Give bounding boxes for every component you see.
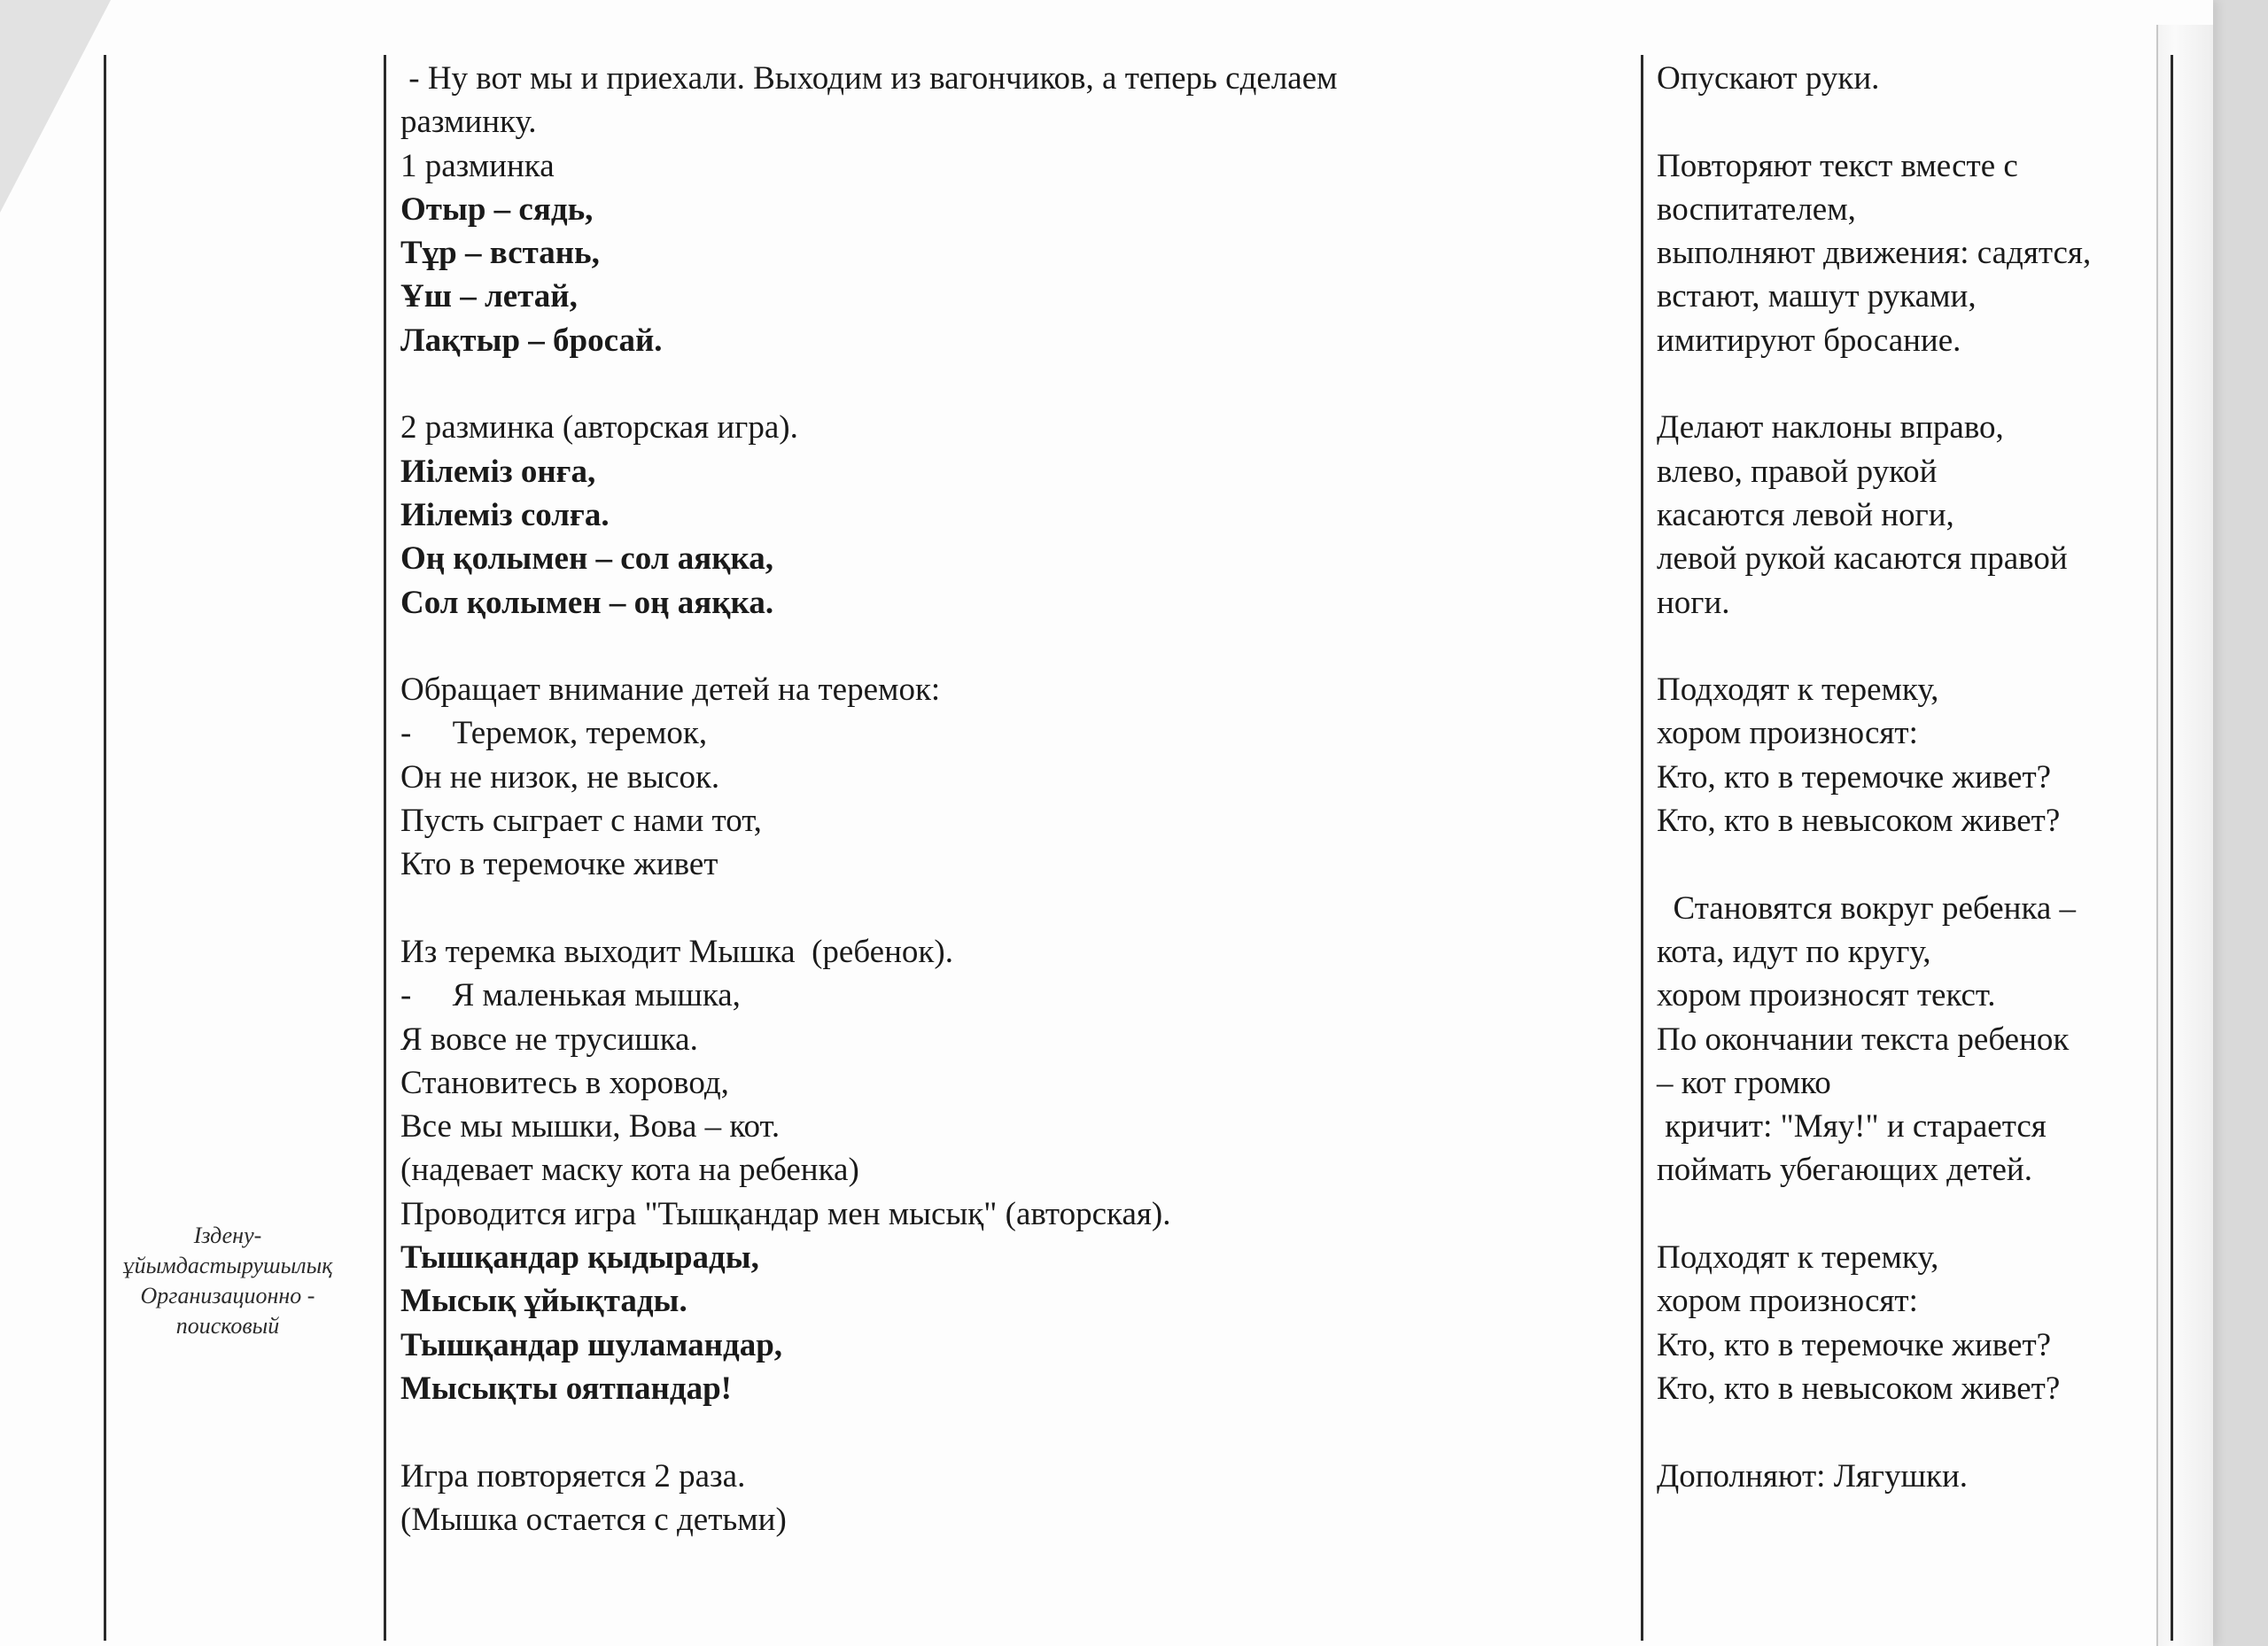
text-line: хором произносят: <box>1657 715 1918 752</box>
text-line: влево, правой рукой <box>1657 453 1938 490</box>
table-border-stage <box>384 55 386 1641</box>
text-line: Подходят к теремку, <box>1657 1239 1939 1277</box>
text-line: - Теремок, теремок, <box>400 715 708 752</box>
text-line: поймать убегающих детей. <box>1657 1152 2032 1189</box>
text-line: (надевает маску кота на ребенка) <box>400 1152 859 1189</box>
text-line: воспитателем, <box>1657 190 1856 228</box>
text-line: Кто в теремочке живет <box>400 846 718 883</box>
stage-label-line: Организационно - <box>140 1283 315 1308</box>
teacher-actions-column <box>400 57 1632 1541</box>
blank-line <box>400 625 1632 668</box>
blank-line <box>1657 100 2188 144</box>
folded-corner <box>0 0 111 213</box>
blank-line <box>1657 842 2188 886</box>
stage-label <box>99 1221 356 1341</box>
text-line: Я вовсе не трусишка. <box>400 1021 698 1058</box>
text-line: Становитесь в хоровод, <box>400 1064 729 1101</box>
text-line: – кот громко <box>1657 1064 1831 1101</box>
text-line: - Я маленькая мышка, <box>400 977 741 1014</box>
text-line: Опускают руки. <box>1657 60 1880 97</box>
blank-line <box>400 362 1632 406</box>
text-line: встают, машут руками, <box>1657 278 1977 315</box>
blank-line <box>1657 625 2188 668</box>
blank-line <box>1657 1192 2188 1236</box>
text-line: кричит: "Мяу!" и старается <box>1657 1108 2047 1145</box>
text-line: имитируют бросание. <box>1657 322 1961 359</box>
text-line: хором произносят текст. <box>1657 977 1996 1014</box>
text-line: Становятся вокруг ребенка – <box>1657 889 2077 927</box>
text-line: ноги. <box>1657 584 1730 621</box>
verse-line: Иілеміз онға, <box>400 453 596 490</box>
text-line: Повторяют текст вместе с <box>1657 147 2018 184</box>
text-line: 1 разминка <box>400 147 555 184</box>
text-line: Дополняют: Лягушки. <box>1657 1457 1968 1495</box>
text-line: Делают наклоны вправо, <box>1657 409 2004 446</box>
text-line: разминку. <box>400 104 537 141</box>
text-line: Кто, кто в теремочке живет? <box>1657 758 2052 796</box>
table-border-left <box>104 55 106 1641</box>
text-line: 2 разминка (авторская игра). <box>400 409 798 446</box>
text-line: Кто, кто в невысоком живет? <box>1657 1370 2061 1407</box>
text-line: касаются левой ноги, <box>1657 496 1954 533</box>
stage-label-line: поисковый <box>175 1313 280 1339</box>
text-line: Пусть сыграет с нами тот, <box>400 803 762 840</box>
verse-line: Тышқандар шуламандар, <box>400 1326 783 1363</box>
verse-line: Оң қолымен – сол аяқка, <box>400 540 774 578</box>
blank-line <box>1657 1410 2188 1454</box>
verse-line: Лақтыр – бросай. <box>400 322 663 359</box>
verse-line: Сол қолымен – оң аяқка. <box>400 584 774 621</box>
blank-line <box>400 887 1632 930</box>
verse-line: Иілеміз солға. <box>400 496 610 533</box>
text-line: выполняют движения: садятся, <box>1657 235 2092 272</box>
verse-line: Мысықты оятпандар! <box>400 1370 732 1407</box>
text-line: Игра повторяется 2 раза. <box>400 1457 746 1495</box>
children-actions-column <box>1657 57 2188 1498</box>
text-line: Он не низок, не высок. <box>400 758 720 796</box>
text-line: левой рукой касаются правой <box>1657 540 2068 578</box>
blank-line <box>1657 362 2188 406</box>
text-line: По окончании текста ребенок <box>1657 1021 2070 1058</box>
verse-line: Тышқандар қыдырады, <box>400 1239 759 1277</box>
stage-label-line: Іздену- <box>193 1223 262 1248</box>
blank-line <box>400 1410 1632 1454</box>
text-line: Проводится игра "Тышқандар мен мысық" (авторская). <box>400 1195 1171 1232</box>
text-line: Из теремка выходит Мышка (ребенок). <box>400 933 953 970</box>
text-line: (Мышка остается с детьми) <box>400 1501 787 1538</box>
text-line: кота, идут по кругу, <box>1657 933 1931 970</box>
text-line: Обращает внимание детей на теремок: <box>400 672 941 709</box>
text-line: - Ну вот мы и приехали. Выходим из вагончиков, а теперь сделаем <box>400 60 1338 97</box>
verse-line: Тұр – встань, <box>400 235 600 272</box>
text-line: Подходят к теремку, <box>1657 672 1939 709</box>
verse-line: Ұш – летай, <box>400 278 578 315</box>
text-line: Все мы мышки, Вова – кот. <box>400 1108 781 1145</box>
verse-line: Отыр – сядь, <box>400 190 594 228</box>
verse-line: Мысық ұйықтады. <box>400 1283 687 1320</box>
text-line: Кто, кто в теремочке живет? <box>1657 1326 2052 1363</box>
text-line: хором произносят: <box>1657 1283 1918 1320</box>
table-border-middle <box>1641 55 1643 1641</box>
stage-label-line: ұйымдастырушылық <box>122 1253 333 1278</box>
text-line: Кто, кто в невысоком живет? <box>1657 803 2061 840</box>
